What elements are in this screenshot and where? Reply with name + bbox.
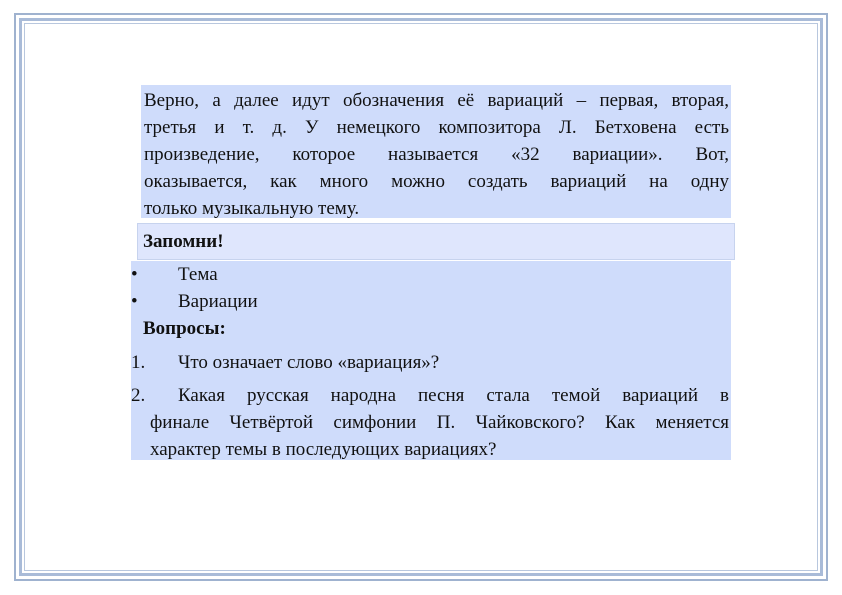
bullet-icon: • <box>131 291 138 312</box>
paragraph-line: Верно, а далее идут обозначения её вариаций – первая, вторая, <box>144 90 729 111</box>
paragraph-line: оказывается, как много можно создать вариаций на одну <box>144 171 729 192</box>
intro-paragraph <box>141 85 731 218</box>
term-label: Вариации <box>178 291 258 312</box>
question-text: Что означает слово «вариация»? <box>178 352 440 373</box>
paragraph-line: только музыкальную тему. <box>144 198 360 219</box>
question-number: 1. <box>131 352 146 373</box>
terms-and-questions-block <box>131 261 731 460</box>
question-text: финале Четвёртой симфонии П. Чайковского? Как меняется <box>150 412 729 433</box>
paragraph-line: третья и т. д. У немецкого композитора Л. Бетховена есть <box>144 117 729 138</box>
question-number: 2. <box>131 385 146 406</box>
term-label: Тема <box>178 264 218 285</box>
question-text: характер темы в последующих вариациях? <box>150 439 497 460</box>
bullet-icon: • <box>131 264 138 285</box>
question-text: Какая русская народна песня стала темой вариаций в <box>178 385 729 406</box>
remember-heading: Запомни! <box>137 223 735 260</box>
paragraph-line: произведение, которое называется «32 вариации». Вот, <box>144 144 729 165</box>
questions-heading: Вопросы: <box>143 318 226 339</box>
